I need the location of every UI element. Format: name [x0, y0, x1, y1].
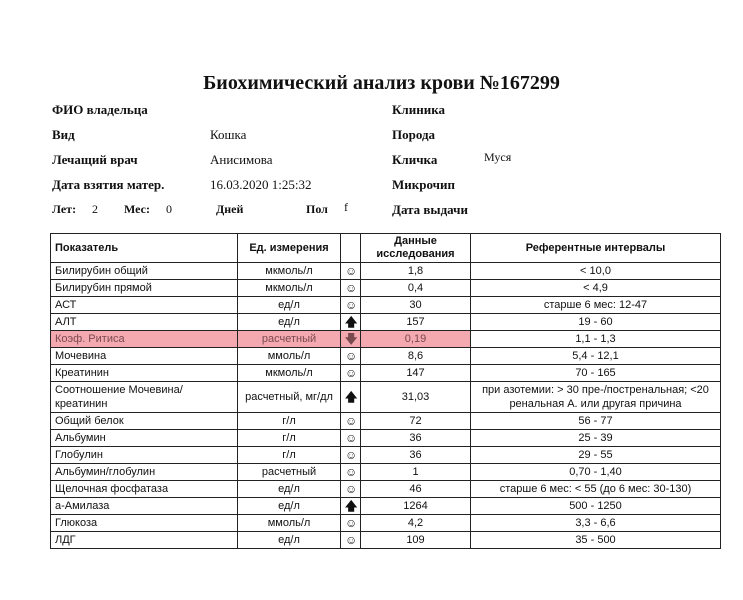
- row-reference: старше 6 мес: < 55 (до 6 мес: 30-130): [471, 481, 721, 498]
- table-row: [51, 331, 721, 348]
- row-reference: старше 6 мес: 12-47: [471, 297, 721, 314]
- owner-label: ФИО владельца: [52, 102, 148, 117]
- row-value: 157: [361, 314, 471, 331]
- row-reference: при азотемии: > 30 пре-/постренальная; <20 ренальная А. или другая причина: [471, 382, 721, 413]
- row-unit: г/л: [238, 447, 341, 464]
- row-reference: 29 - 55: [471, 447, 721, 464]
- sex-value: f: [344, 200, 348, 214]
- row-name: а-Амилаза: [51, 498, 238, 515]
- table-row: [51, 382, 721, 413]
- row-value: 36: [361, 430, 471, 447]
- row-reference: < 4,9: [471, 280, 721, 297]
- table-header-row: [51, 234, 721, 263]
- row-name: Общий белок: [51, 413, 238, 430]
- doctor-label: Лечащий врач: [52, 152, 138, 167]
- row-reference: 70 - 165: [471, 365, 721, 382]
- row-unit: расчетный, мг/дл: [238, 382, 341, 413]
- row-reference: 0,70 - 1,40: [471, 464, 721, 481]
- table-row: [51, 515, 721, 532]
- row-value: 8,6: [361, 348, 471, 365]
- row-value: 1264: [361, 498, 471, 515]
- doctor-value: Анисимова: [210, 152, 273, 167]
- row-value: 36: [361, 447, 471, 464]
- results-body: [51, 263, 721, 549]
- table-row: [51, 464, 721, 481]
- row-name: Глюкоза: [51, 515, 238, 532]
- row-unit: ед/л: [238, 532, 341, 549]
- days-label: Дней: [216, 202, 244, 216]
- clinic-label: Клиника: [392, 102, 445, 117]
- row-status-icon: ☺: [341, 297, 361, 314]
- microchip-label: Микрочип: [392, 177, 455, 192]
- row-name: Альбумин: [51, 430, 238, 447]
- row-unit: расчетный: [238, 464, 341, 481]
- row-reference: 1,1 - 1,3: [471, 331, 721, 348]
- row-name: Щелочная фосфатаза: [51, 481, 238, 498]
- table-row: [51, 532, 721, 549]
- row-value: 46: [361, 481, 471, 498]
- row-status-icon: ☺: [341, 532, 361, 549]
- report-title: Биохимический анализ крови №167299: [203, 72, 560, 94]
- species-value: Кошка: [210, 127, 247, 142]
- row-status-icon: ☺: [341, 280, 361, 297]
- row-name: Глобулин: [51, 447, 238, 464]
- col-mark-header: [341, 234, 361, 263]
- row-status-icon: ☺: [341, 464, 361, 481]
- row-unit: г/л: [238, 430, 341, 447]
- row-unit: мкмоль/л: [238, 365, 341, 382]
- nickname-value: Муся: [484, 150, 512, 164]
- row-name: Мочевина: [51, 348, 238, 365]
- nickname-label: Кличка: [392, 152, 438, 167]
- row-status-icon: ☺: [341, 348, 361, 365]
- row-unit: ммоль/л: [238, 515, 341, 532]
- col-ref-header: Референтные интервалы: [471, 234, 721, 263]
- row-value: 72: [361, 413, 471, 430]
- row-name: ЛДГ: [51, 532, 238, 549]
- row-reference: 35 - 500: [471, 532, 721, 549]
- row-name: АЛТ: [51, 314, 238, 331]
- years-value: 2: [92, 202, 98, 216]
- table-row: [51, 297, 721, 314]
- row-value: 147: [361, 365, 471, 382]
- table-row: [51, 280, 721, 297]
- row-name: Соотношение Мочевина/креатинин: [51, 382, 238, 413]
- row-name: АСТ: [51, 297, 238, 314]
- species-label: Вид: [52, 127, 75, 142]
- breed-label: Порода: [392, 127, 436, 142]
- row-status-icon: ☺: [341, 365, 361, 382]
- row-name: Билирубин общий: [51, 263, 238, 280]
- sample-date-value: 16.03.2020 1:25:32: [210, 177, 312, 192]
- table-row: [51, 263, 721, 280]
- row-reference: 56 - 77: [471, 413, 721, 430]
- months-label: Мес:: [124, 202, 150, 216]
- row-value: 1,8: [361, 263, 471, 280]
- row-reference: 19 - 60: [471, 314, 721, 331]
- col-name-header: Показатель: [51, 234, 238, 263]
- table-row: [51, 365, 721, 382]
- row-unit: ммоль/л: [238, 348, 341, 365]
- row-value: 109: [361, 532, 471, 549]
- sample-date-label: Дата взятия матер.: [52, 177, 165, 192]
- row-status-icon: 🡇: [341, 331, 361, 348]
- row-unit: расчетный: [238, 331, 341, 348]
- row-unit: ед/л: [238, 481, 341, 498]
- row-reference: 5,4 - 12,1: [471, 348, 721, 365]
- row-name: Альбумин/глобулин: [51, 464, 238, 481]
- row-value: 0,19: [361, 331, 471, 348]
- table-row: [51, 481, 721, 498]
- row-status-icon: ☺: [341, 430, 361, 447]
- row-unit: ед/л: [238, 314, 341, 331]
- row-reference: 3,3 - 6,6: [471, 515, 721, 532]
- row-reference: 25 - 39: [471, 430, 721, 447]
- row-reference: 500 - 1250: [471, 498, 721, 515]
- table-row: [51, 430, 721, 447]
- row-value: 30: [361, 297, 471, 314]
- col-value-header: Данные исследования: [361, 234, 471, 263]
- row-reference: < 10,0: [471, 263, 721, 280]
- row-status-icon: 🡅: [341, 314, 361, 331]
- table-row: [51, 314, 721, 331]
- row-status-icon: ☺: [341, 447, 361, 464]
- issue-date-label: Дата выдачи: [392, 202, 468, 217]
- results-table: [50, 233, 721, 549]
- months-value: 0: [166, 202, 172, 216]
- row-name: Билирубин прямой: [51, 280, 238, 297]
- col-unit-header: Ед. измерения: [238, 234, 341, 263]
- row-status-icon: ☺: [341, 263, 361, 280]
- row-unit: мкмоль/л: [238, 280, 341, 297]
- row-status-icon: 🡅: [341, 382, 361, 413]
- row-value: 31,03: [361, 382, 471, 413]
- row-status-icon: ☺: [341, 515, 361, 532]
- sex-label: Пол: [306, 202, 328, 216]
- row-status-icon: ☺: [341, 481, 361, 498]
- row-unit: ед/л: [238, 498, 341, 515]
- row-value: 0,4: [361, 280, 471, 297]
- row-unit: ед/л: [238, 297, 341, 314]
- table-row: [51, 447, 721, 464]
- row-unit: мкмоль/л: [238, 263, 341, 280]
- row-status-icon: 🡅: [341, 498, 361, 515]
- row-unit: г/л: [238, 413, 341, 430]
- row-value: 4,2: [361, 515, 471, 532]
- table-row: [51, 413, 721, 430]
- row-name: Коэф. Ритиса: [51, 331, 238, 348]
- row-status-icon: ☺: [341, 413, 361, 430]
- years-label: Лет:: [52, 202, 77, 216]
- table-row: [51, 498, 721, 515]
- row-value: 1: [361, 464, 471, 481]
- row-name: Креатинин: [51, 365, 238, 382]
- table-row: [51, 348, 721, 365]
